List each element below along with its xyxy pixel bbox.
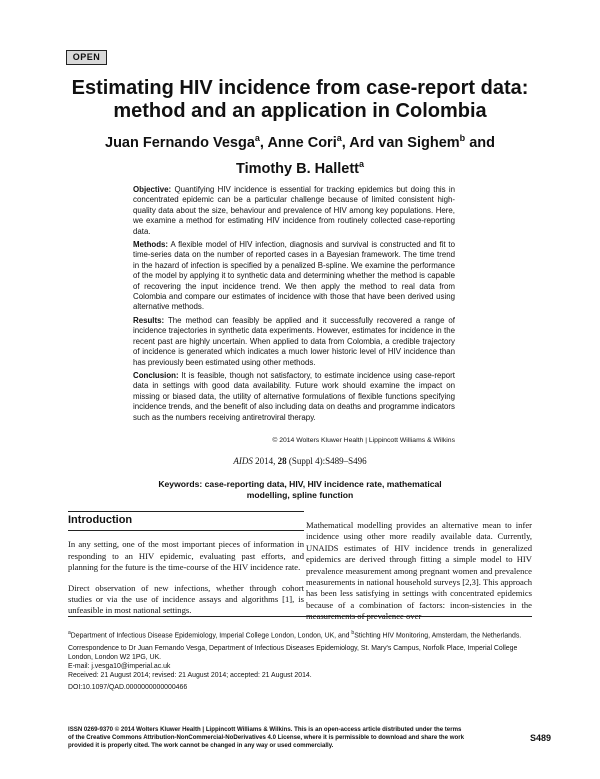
abstract-methods: Methods: A flexible model of HIV infection, diagnosis and survival is constructed and fit to time-series data on the number of reported cases in a Bayesian framework. The time trend in the hazard of infection is specified by a penalized B-spline. We examine the performance of the model by applying it to synthetic data and determining whether the method is capable of recovering the input incidence trend. We then apply the method to real data from Colombia and compare our estimates of incidence with those that have been derived using alternative methods. xyxy=(133,240,455,312)
abstract-copyright: © 2014 Wolters Kluwer Health | Lippincott Williams & Wilkins xyxy=(272,437,455,444)
doi-link[interactable]: DOI:10.1097/QAD.0000000000000466 xyxy=(68,684,188,692)
abstract xyxy=(133,185,455,426)
page-number: S489 xyxy=(530,733,552,743)
affiliation-marker: b xyxy=(459,133,466,143)
email-link[interactable]: E-mail: j.vesga10@imperial.ac.uk xyxy=(68,662,171,670)
author-list: Juan Fernando Vesga$^a$, Anne Cori$^a$, Ard van Sighem$^b$ and Timothy B. Hallett$^a$ xyxy=(105,133,495,177)
journal-citation: AIDS 2014, 28 (Suppl 4):S489–S496 xyxy=(233,456,367,466)
title-line-1: Estimating HIV incidence from case-report data: xyxy=(71,77,529,99)
body-paragraph: In any setting, one of the most important pieces of information in responding to an HIV epidemic, evaluating past efforts, and planning for the future is the time-course of the HIV incidence rate. xyxy=(68,539,304,573)
open-access-badge: OPEN xyxy=(66,50,107,65)
license-footer: ISSN 0269-9370 © 2014 Wolters Kluwer Health | Lippincott Williams & Wilkins. This is an open-access article distributed under the terms of the Creative Commons Attribution-NonCommercial-NoDerivatives 4.0 License, where it is permissible to download and share the work provided it is properly cited. The work cannot be changed in any way or used commercially. xyxy=(68,726,464,750)
abstract-results: Results: The method can feasibly be applied and it successfully recovered a range of incidence trajectories in synthetic data experiments. However, estimates for incidence in the recent past are highly uncertain. When applied to data from Colombia, a credible trajectory of incidence is generated which indicates a much lower historic level of HIV incidence than has previously been estimated using other methods. xyxy=(133,315,455,367)
affiliation-marker: a xyxy=(336,133,342,143)
affiliation-marker: a xyxy=(254,133,260,143)
received-dates: Received: 21 August 2014; revised: 21 August 2014; accepted: 21 August 2014. xyxy=(68,672,312,680)
footnotes xyxy=(68,629,538,693)
section-heading-introduction: Introduction xyxy=(68,511,304,531)
author-name: Ard van Sighem xyxy=(349,134,460,151)
keywords: Keywords: case-reporting data, HIV, HIV incidence rate, mathematical modelling, spline function xyxy=(158,479,442,500)
body-column-left xyxy=(68,511,304,617)
author-name: Anne Cori xyxy=(267,134,337,151)
affiliations: $^a$Department of Infectious Disease Epidemiology, Imperial College London, London, UK, and $^b$Stichting HIV Monitoring, Amsterdam, the Netherlands. xyxy=(68,630,522,640)
author-name: Juan Fernando Vesga xyxy=(105,134,255,151)
footnote-divider xyxy=(68,616,532,617)
abstract-conclusion: Conclusion: It is feasible, though not satisfactory, to estimate incidence using case-report data in settings with good data availability. Future work should examine the impact on missing or biased data, the utility of alternative formulations of flexible functions specifying incidence trends, and the benefit of also including data on deaths and programme indicators such as the numbers receiving antiretroviral therapy. xyxy=(133,370,455,422)
affiliation-marker: a xyxy=(358,158,364,169)
body-paragraph: Mathematical modelling provides an alternative mean to infer incidence using other more readily available data. Currently, UNAIDS estimates of HIV incidence trends in generalized epidemics are derived through fitting a simple model to HIV prevalence measurement among pregnant women and prevalence measurements in national household surveys [2,3]. This approach has been less satisfying in settings with concentrated epidemics because of a combination of factors: incon-sistencies in the measurements of prevalence over xyxy=(306,520,532,622)
correspondence: Correspondence to Dr Juan Fernando Vesga, Department of Infectious Diseases Epidemiology, St. Mary's Campus, Norfolk Place, Imperial College London, London W2 1PG, UK. xyxy=(68,644,518,661)
author-name: Timothy B. Hallett xyxy=(235,160,359,177)
article-title xyxy=(60,77,540,123)
title-line-2: method and an application in Colombia xyxy=(113,100,487,122)
abstract-objective: Objective: Quantifying HIV incidence is essential for tracking epidemics but doing this in concentrated epidemic can be a particular challenge because of limited consistent high-quality data about the size, behaviour and prevalence of HIV among key populations. Here, we examine a method for estimating HIV incidence from routinely collected case-reporting data. xyxy=(133,185,455,236)
body-paragraph: Direct observation of new infections, whether through cohort studies or via the use of incidence assays and algorithms [1], is unfeasible in most national settings. xyxy=(68,582,304,616)
body-column-right xyxy=(306,520,532,623)
